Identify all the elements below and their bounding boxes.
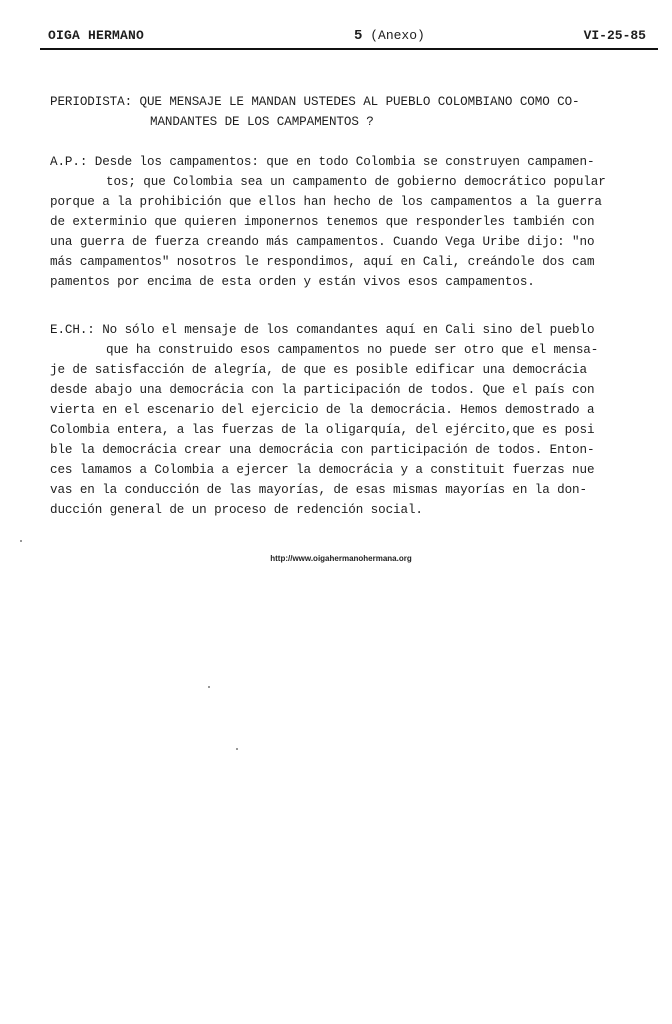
answer-line: ducción general de un proceso de redención social. <box>50 503 423 517</box>
answer-line: desde abajo una democrácia con la participación de todos. Que el país con <box>50 383 595 397</box>
header-page-number: 5 <box>354 28 363 44</box>
header-page-note: (Anexo) <box>370 28 425 43</box>
question-line: PERIODISTA: QUE MENSAJE LE MANDAN USTEDES AL PUEBLO COLOMBIANO COMO CO- <box>50 95 580 109</box>
answer-line: tos; que Colombia sea un campamento de gobierno democrático popular <box>106 175 606 189</box>
header-title: OIGA HERMANO <box>48 28 145 43</box>
answer-line: vierta en el escenario del ejercicio de la democrácia. Hemos demostrado a <box>50 403 595 417</box>
answer-line: vas en la conducción de las mayorías, de esas mismas mayorías en la don- <box>50 483 587 497</box>
answer-line: ces lamamos a Colombia a ejercer la democrácia y a constituit fuerzas nue <box>50 463 595 477</box>
page-header <box>48 24 646 46</box>
header-page-label <box>354 28 425 44</box>
answer-line: Colombia entera, a las fuerzas de la oligarquía, del ejército,que es posi <box>50 423 595 437</box>
answer-line: ble la democrácia crear una democrácia con participación de todos. Enton- <box>50 443 595 457</box>
answer-line: A.P.: Desde los campamentos: que en todo Colombia se construyen campamen- <box>50 155 595 169</box>
scan-speck <box>236 748 238 750</box>
scan-speck <box>208 686 210 688</box>
answer-line: je de satisfacción de alegría, de que es posible edificar una democrácia <box>50 363 587 377</box>
scan-speck <box>20 540 22 542</box>
question-paragraph <box>50 92 646 132</box>
answer-ech-paragraph <box>50 320 646 520</box>
answer-line: pamentos por encima de esta orden y están vivos esos campamentos. <box>50 275 535 289</box>
answer-line: porque a la prohibición que ellos han hecho de los campamentos a la guerra <box>50 195 602 209</box>
answer-ap-paragraph <box>50 152 646 292</box>
answer-line: de exterminio que quieren imponernos tenemos que responderles también con <box>50 215 595 229</box>
header-rule <box>40 48 658 50</box>
answer-line: más campamentos" nosotros le respondimos, aquí en Cali, creándole dos cam <box>50 255 595 269</box>
answer-line: una guerra de fuerza creando más campamentos. Cuando Vega Uribe dijo: "no <box>50 235 595 249</box>
source-url: http://www.oigahermanohermana.org <box>270 554 412 563</box>
question-line: MANDANTES DE LOS CAMPAMENTOS ? <box>150 115 374 129</box>
answer-line: E.CH.: No sólo el mensaje de los comandantes aquí en Cali sino del pueblo <box>50 323 595 337</box>
header-date: VI-25-85 <box>583 28 646 43</box>
answer-line: que ha construido esos campamentos no puede ser otro que el mensa- <box>106 343 599 357</box>
